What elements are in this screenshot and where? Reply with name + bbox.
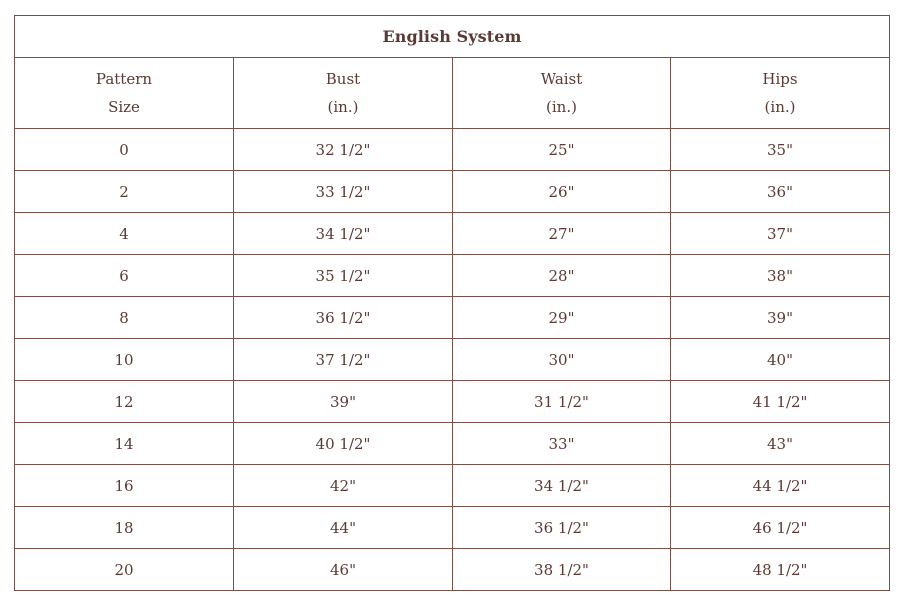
pattern-size-cell: 4 (15, 213, 234, 255)
table-row (15, 507, 890, 549)
table-row (15, 213, 890, 255)
bust-cell: 42" (234, 465, 453, 507)
waist-cell: 28" (453, 255, 671, 297)
waist-cell: 30" (453, 339, 671, 381)
table-row (15, 297, 890, 339)
bust-cell: 36 1/2" (234, 297, 453, 339)
hips-cell: 44 1/2" (671, 465, 890, 507)
hips-cell: 38" (671, 255, 890, 297)
pattern-size-cell: 0 (15, 129, 234, 171)
hips-cell: 43" (671, 423, 890, 465)
header-line-1: Bust (325, 70, 361, 88)
hips-cell: 48 1/2" (671, 549, 890, 591)
header-pattern-size (15, 58, 234, 129)
pattern-size-cell: 20 (15, 549, 234, 591)
table-row (15, 171, 890, 213)
table-body (15, 129, 890, 591)
pattern-size-cell: 12 (15, 381, 234, 423)
hips-cell: 46 1/2" (671, 507, 890, 549)
bust-cell: 40 1/2" (234, 423, 453, 465)
header-line-1: Hips (762, 70, 798, 88)
pattern-size-cell: 6 (15, 255, 234, 297)
bust-cell: 33 1/2" (234, 171, 453, 213)
bust-cell: 37 1/2" (234, 339, 453, 381)
pattern-size-cell: 14 (15, 423, 234, 465)
pattern-size-cell: 2 (15, 171, 234, 213)
table-row (15, 549, 890, 591)
header-hips (671, 58, 890, 129)
table-row (15, 381, 890, 423)
pattern-size-cell: 8 (15, 297, 234, 339)
hips-cell: 35" (671, 129, 890, 171)
hips-cell: 37" (671, 213, 890, 255)
hips-cell: 40" (671, 339, 890, 381)
waist-cell: 25" (453, 129, 671, 171)
pattern-size-cell: 10 (15, 339, 234, 381)
header-line-2: (in.) (327, 98, 359, 116)
table-row (15, 339, 890, 381)
pattern-size-cell: 16 (15, 465, 234, 507)
waist-cell: 26" (453, 171, 671, 213)
header-line-2: Size (108, 98, 140, 116)
bust-cell: 39" (234, 381, 453, 423)
bust-cell: 32 1/2" (234, 129, 453, 171)
table-title: English System (15, 16, 890, 58)
table-row (15, 129, 890, 171)
header-line-2: (in.) (546, 98, 577, 116)
bust-cell: 34 1/2" (234, 213, 453, 255)
bust-cell: 46" (234, 549, 453, 591)
pattern-size-cell: 18 (15, 507, 234, 549)
waist-cell: 27" (453, 213, 671, 255)
header-row (15, 58, 890, 129)
waist-cell: 33" (453, 423, 671, 465)
header-bust (234, 58, 453, 129)
waist-cell: 34 1/2" (453, 465, 671, 507)
waist-cell: 31 1/2" (453, 381, 671, 423)
bust-cell: 44" (234, 507, 453, 549)
table-row (15, 423, 890, 465)
header-waist (453, 58, 671, 129)
title-row (15, 16, 890, 58)
size-chart-table (14, 15, 890, 591)
waist-cell: 36 1/2" (453, 507, 671, 549)
header-line-1: Waist (540, 70, 583, 88)
header-line-1: Pattern (95, 70, 153, 88)
hips-cell: 39" (671, 297, 890, 339)
table-row (15, 465, 890, 507)
bust-cell: 35 1/2" (234, 255, 453, 297)
hips-cell: 36" (671, 171, 890, 213)
waist-cell: 29" (453, 297, 671, 339)
waist-cell: 38 1/2" (453, 549, 671, 591)
table-row (15, 255, 890, 297)
header-line-2: (in.) (764, 98, 796, 116)
hips-cell: 41 1/2" (671, 381, 890, 423)
